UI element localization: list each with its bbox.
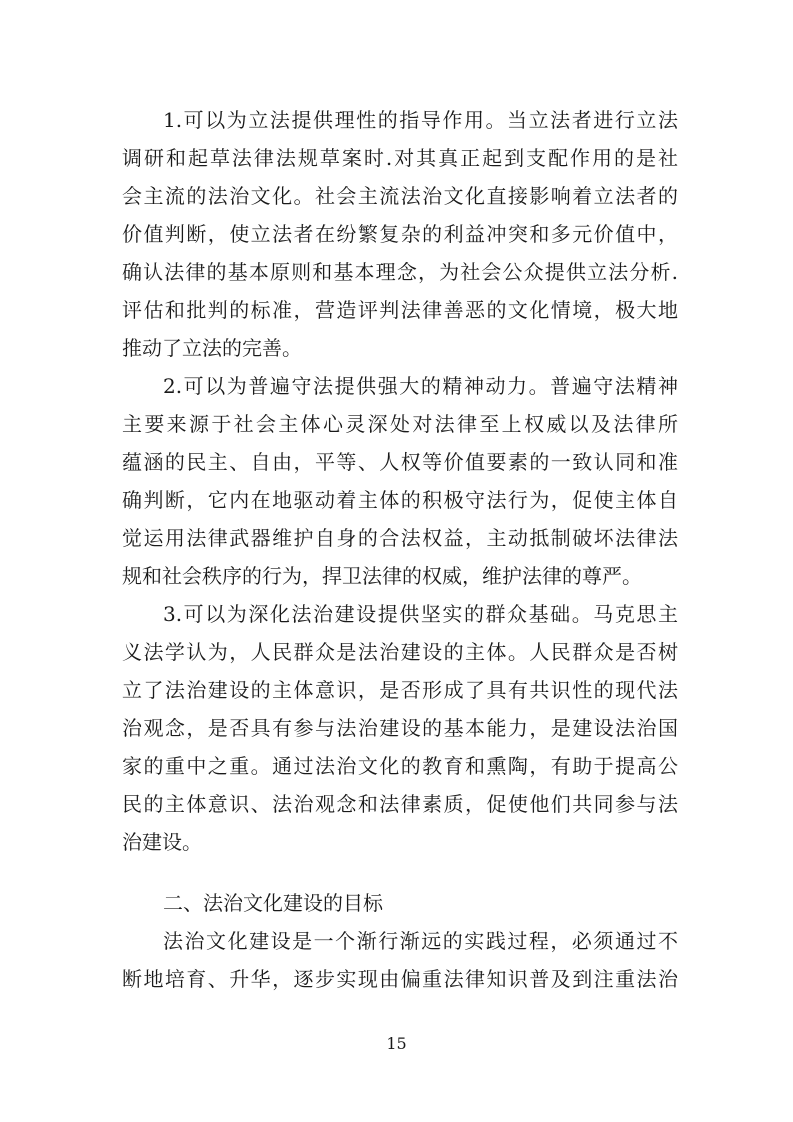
paragraph-3-line-7: 治建设。: [122, 830, 202, 854]
paragraph-4-line-1: 法治文化建设是一个渐行渐远的实践过程，必须通过不: [163, 929, 678, 953]
section-heading: 二、法治文化建设的目标: [163, 891, 383, 915]
paragraph-2-line-5: 觉运用法律武器维护自身的合法权益，主动抵制破坏法律法: [122, 526, 678, 550]
paragraph-3-line-2: 义法学认为，人民群众是法治建设的主体。人民群众是否树: [122, 640, 678, 664]
paragraph-3-line-5: 家的重中之重。通过法治文化的教育和熏陶，有助于提高公: [122, 754, 678, 778]
paragraph-3-line-4: 治观念，是否具有参与法治建设的基本能力，是建设法治国: [122, 716, 678, 740]
paragraph-1-line-4: 价值判断，使立法者在纷繁复杂的利益冲突和多元价值中，: [122, 222, 678, 246]
paragraph-2-line-6: 规和社会秩序的行为，捍卫法律的权威，维护法律的尊严。: [122, 564, 642, 588]
paragraph-2-line-2: 主要来源于社会主体心灵深处对法律至上权威以及法律所: [122, 412, 678, 436]
paragraph-3-line-6: 民的主体意识、法治观念和法律素质，促使他们共同参与法: [122, 792, 678, 816]
paragraph-2-line-1: 2.可以为普遍守法提供强大的精神动力。普遍守法精神: [163, 374, 678, 398]
paragraph-1-line-2: 调研和起草法律法规草案时.对其真正起到支配作用的是社: [122, 146, 678, 170]
paragraph-3-line-3: 立了法治建设的主体意识，是否形成了具有共识性的现代法: [122, 678, 678, 702]
paragraph-1-line-6: 评估和批判的标准，营造评判法律善恶的文化情境，极大地: [122, 298, 678, 322]
paragraph-1-line-5: 确认法律的基本原则和基本理念，为社会公众提供立法分析.: [122, 260, 678, 284]
paragraph-3-line-1: 3.可以为深化法治建设提供坚实的群众基础。马克思主: [163, 602, 678, 626]
paragraph-1-line-7: 推动了立法的完善。: [122, 336, 302, 360]
paragraph-2-line-3: 蕴涵的民主、自由，平等、人权等价值要素的一致认同和准: [122, 450, 678, 474]
page-number: 15: [386, 1034, 407, 1053]
paragraph-4-line-2: 断地培育、升华，逐步实现由偏重法律知识普及到注重法治: [122, 967, 678, 991]
paragraph-1-line-3: 会主流的法治文化。社会主流法治文化直接影响着立法者的: [122, 184, 678, 208]
paragraph-1-line-1: 1.可以为立法提供理性的指导作用。当立法者进行立法: [163, 108, 678, 132]
paragraph-2-line-4: 确判断，它内在地驱动着主体的积极守法行为，促使主体自: [122, 488, 678, 512]
